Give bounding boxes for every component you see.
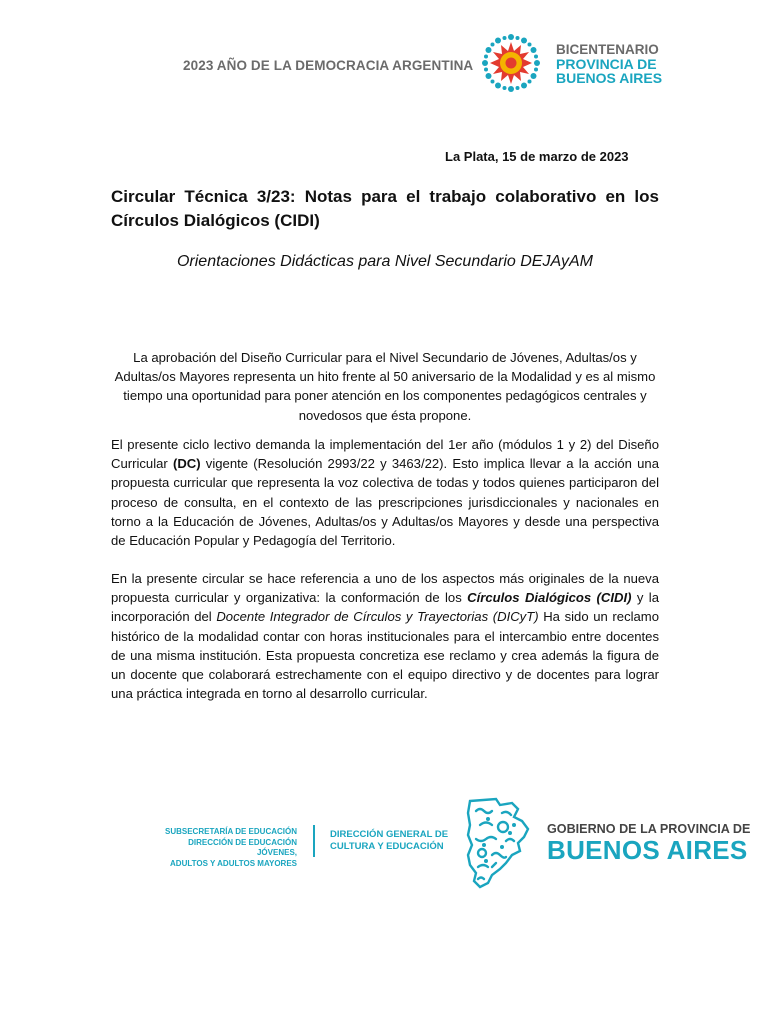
footer-sub-line-3: ADULTOS Y ADULTOS MAYORES xyxy=(170,858,297,868)
paragraph-3-dicyt-italic: Docente Integrador de Círculos y Trayectorias (DICyT) xyxy=(216,609,539,625)
footer-dir-line-2: CULTURA Y EDUCACIÓN xyxy=(330,841,444,852)
paragraph-1: La aprobación del Diseño Curricular para el Nivel Secundario de Jóvenes, Adultas/os y Adultas/os Mayores representa un hito frente al 50 aniversario de la Modalidad y es al mismo tiempo una oportunidad para poner atención en los componentes pedagógicos centrales y novedosos que ésta propone. xyxy=(114,350,656,423)
paragraph-3-text-c: y la incorporación del xyxy=(111,590,660,625)
paragraph-3-text-a: En la presente circular se hace referencia a uno de los aspectos más originales de la nueva propuesta curricular y organizativa: la conformación de los xyxy=(111,571,659,606)
gobierno-wordmark xyxy=(547,822,750,863)
paragraph-2 xyxy=(111,435,659,550)
paragraph-2-text-a: El presente ciclo lectivo demanda la implementación del 1er año (módulos 1 y 2) del Diseño Curricular xyxy=(111,437,659,472)
footer-sub-line-1: SUBSECRETARÍA DE EDUCACIÓN xyxy=(164,827,297,836)
paragraph-3-text-e: Ha sido un reclamo histórico de la modalidad contar con horas institucionales para el intercambio entre docentes de una misma institución. Esta propuesta concretiza ese reclamo y crea además la figura de un docente que colaborará estrechamente con el equipo directivo y de docentes para lograr una práctica integrada en torno al desarrollo curricular. xyxy=(111,609,660,702)
document-title: Circular Técnica 3/23: Notas para el trabajo colaborativo en los Círculos Dialógicos (CIDI) xyxy=(111,187,659,230)
provincia-de-line: PROVINCIA DE xyxy=(556,56,657,72)
bicentenario-wordmark xyxy=(556,43,662,85)
footer-subsecretaria xyxy=(147,827,297,869)
footer-sub-line-2: DIRECCIÓN DE EDUCACIÓN JÓVENES, xyxy=(188,837,297,857)
footer-divider xyxy=(313,825,315,857)
buenos-aires-wordmark: BUENOS AIRES xyxy=(547,835,748,865)
province-map-logo xyxy=(462,795,534,890)
header-year-banner: 2023 AÑO DE LA DEMOCRACIA ARGENTINA xyxy=(183,58,474,73)
footer-direccion-general xyxy=(330,829,448,853)
document-date: La Plata, 15 de marzo de 2023 xyxy=(445,149,629,164)
bicentenario-line: BICENTENARIO xyxy=(556,42,659,57)
bicentenario-sun-logo xyxy=(481,33,541,93)
paragraph-2-text-c: vigente (Resolución 2993/22 y 3463/22). Esto implica llevar a la acción una propuesta curricular que representa la voz colectiva de todas y todos quienes participaron del proceso de consulta, en el contexto de las prescripciones jurisdiccionales y nacionales en torno a la Educación de Jóvenes, Adultas/os y Adultas/os Mayores y desde una perspectiva de Educación Popular y Pedagogía del Territorio. xyxy=(111,456,659,549)
footer-dir-line-1: DIRECCIÓN GENERAL DE xyxy=(330,829,449,840)
gobierno-line: GOBIERNO DE LA PROVINCIA DE xyxy=(547,822,751,836)
document-subtitle: Orientaciones Didácticas para Nivel Secundario DEJAyAM xyxy=(176,253,594,270)
paragraph-3-cidi-bold-italic: Círculos Dialógicos (CIDI) xyxy=(467,590,632,606)
paragraph-3 xyxy=(111,569,659,703)
paragraph-2-dc-bold: (DC) xyxy=(172,456,201,472)
buenos-aires-line: BUENOS AIRES xyxy=(556,70,663,86)
